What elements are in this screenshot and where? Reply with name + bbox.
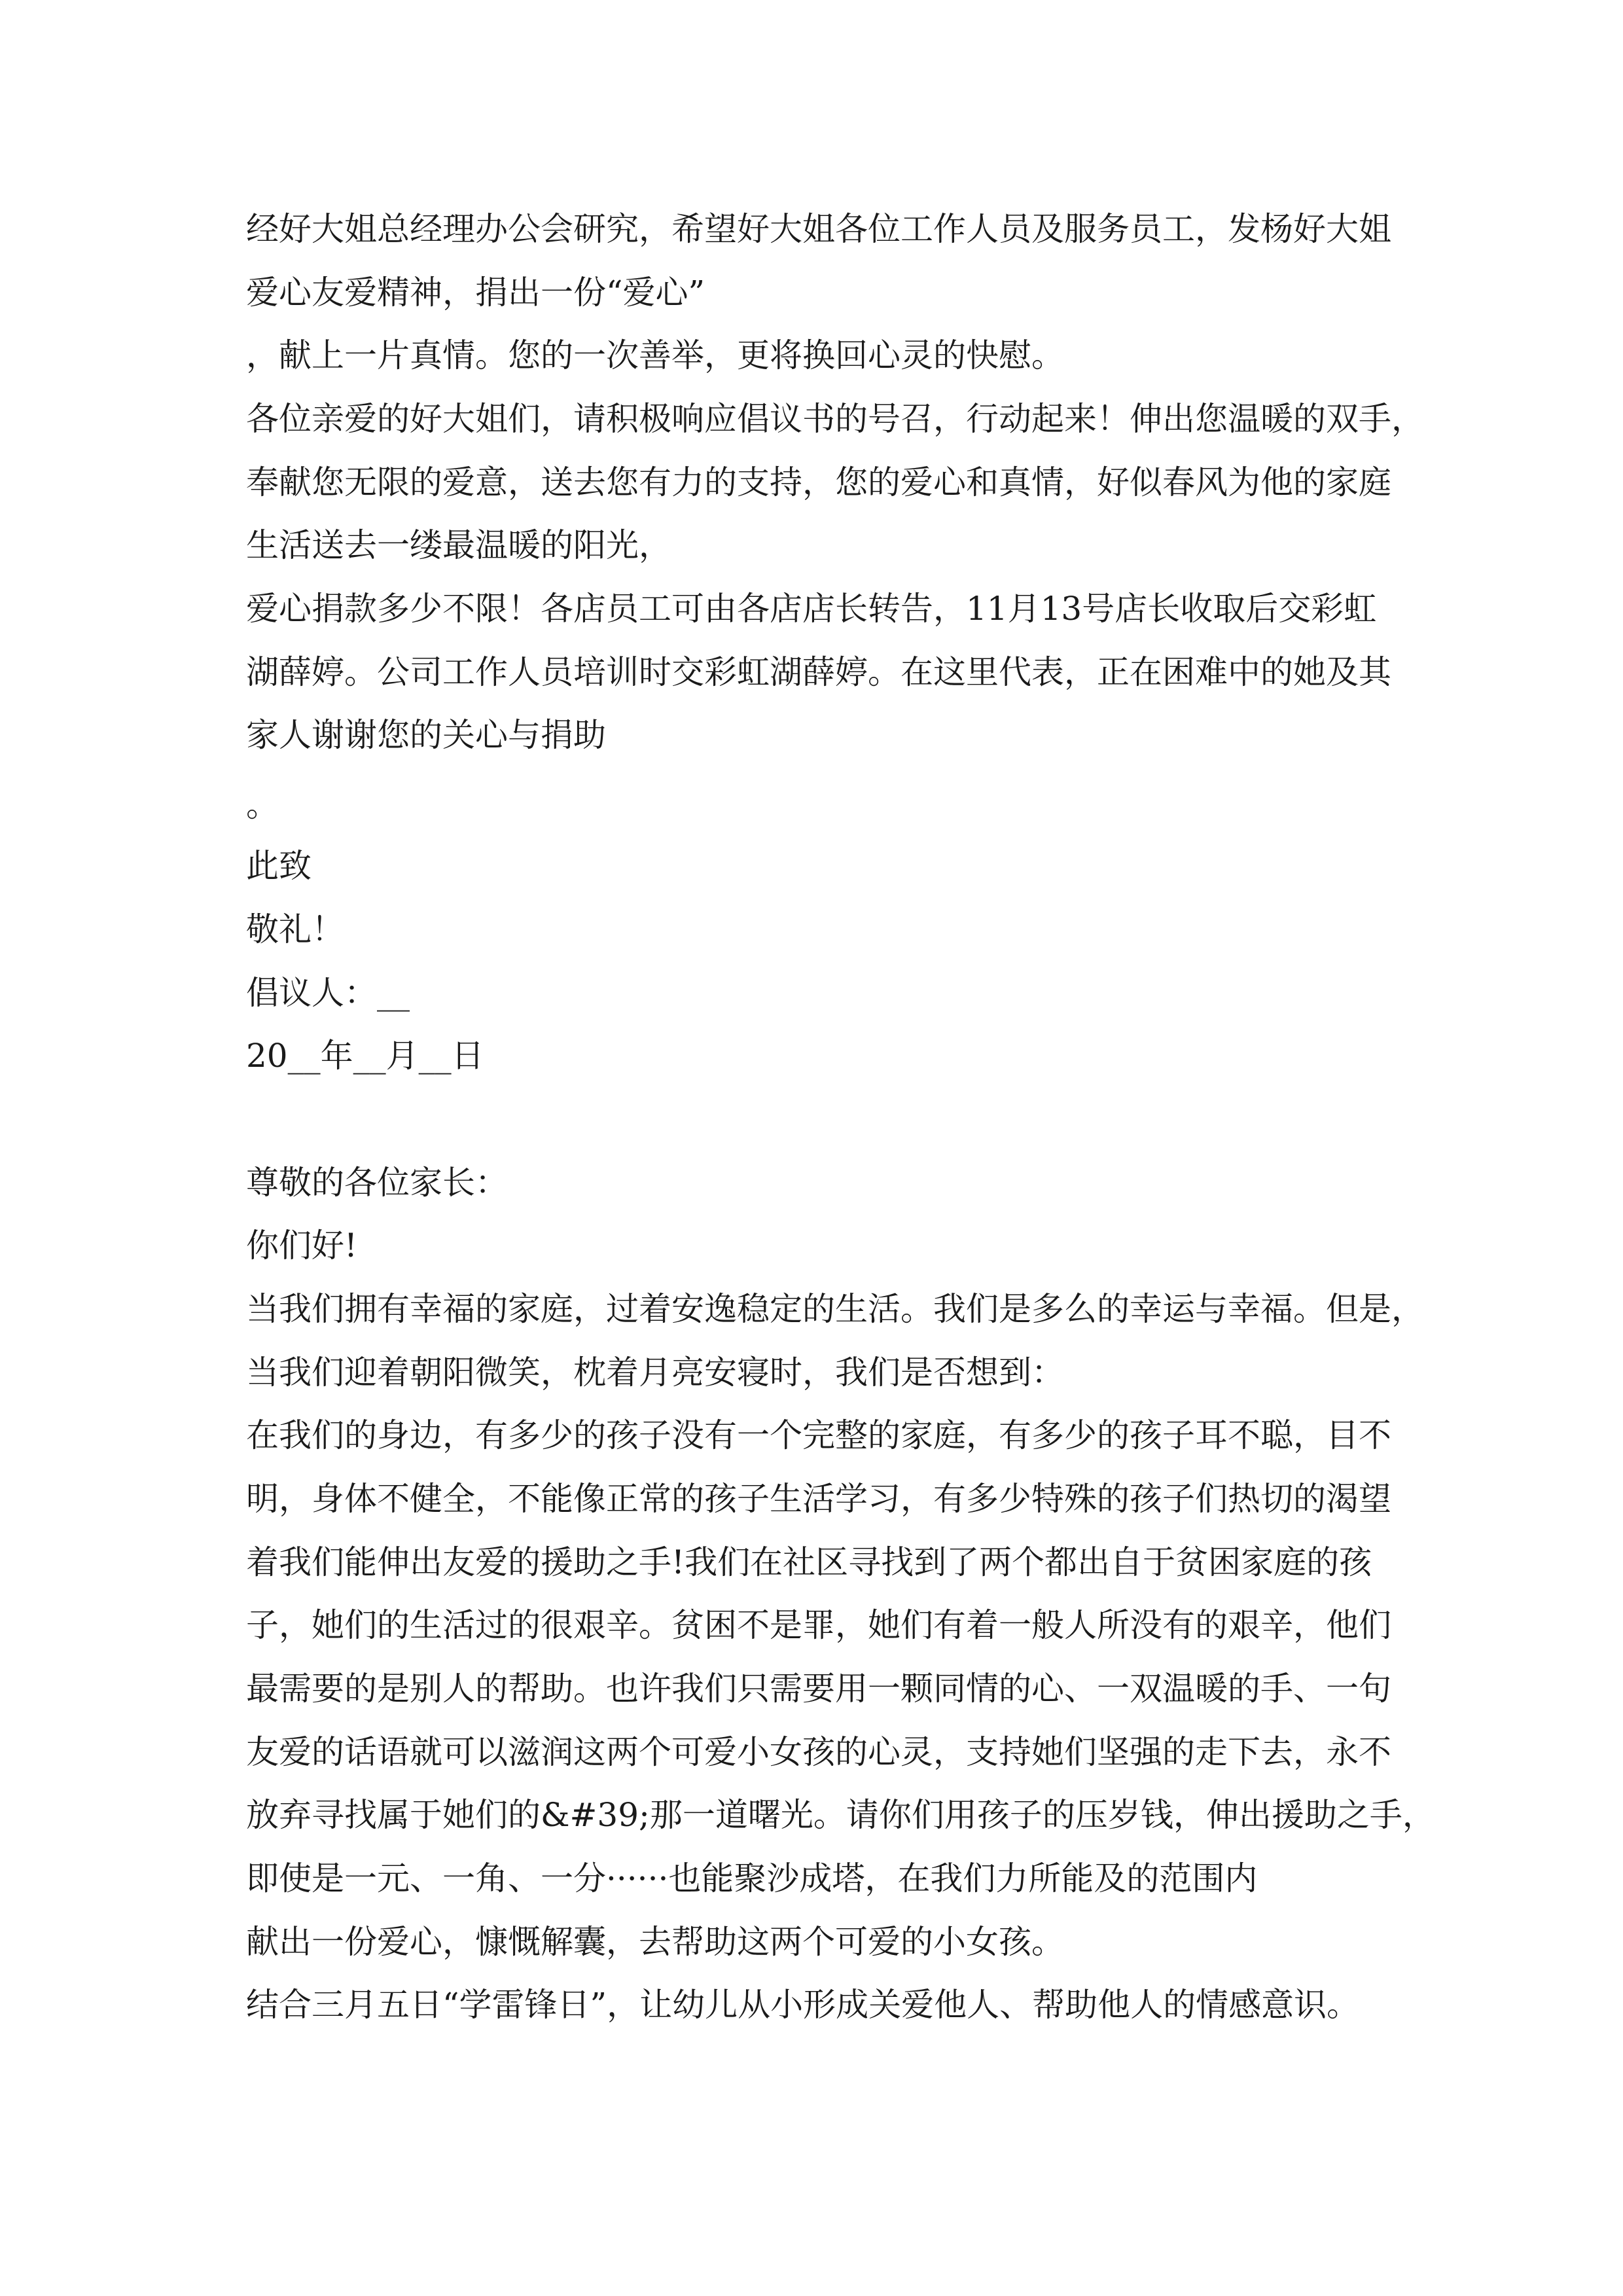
paragraph-line: 奉献您无限的爱意，送去您有力的支持，您的爱心和真情，好似春风为他的家庭: [246, 463, 1391, 501]
paragraph-line: 子，她们的生活过的很艰辛。贫困不是罪，她们有着一般人所没有的艰辛，他们: [246, 1606, 1391, 1644]
paragraph-line: 献出一份爱心，慷慨解囊，去帮助这两个可爱的小女孩。: [246, 1923, 1064, 1961]
paragraph-line: 即使是一元、一角、一分······也能聚沙成塔，在我们力所能及的范围内: [246, 1859, 1258, 1897]
paragraph-line: 家人谢谢您的关心与捐助: [246, 716, 606, 754]
paragraph-line: 当我们迎着朝阳微笑，枕着月亮安寝时，我们是否想到：: [246, 1354, 1064, 1391]
paragraph-line: 明，身体不健全，不能像正常的孩子生活学习，有多少特殊的孩子们热切的渴望: [246, 1480, 1391, 1518]
paragraph-line: 最需要的是别人的帮助。也许我们只需要用一颗同情的心、一双温暖的手、一句: [246, 1670, 1391, 1708]
paragraph-line: 爱心捐款多少不限！各店员工可由各店店长转告，11月13号店长收取后交彩虹: [246, 590, 1377, 628]
greeting-line: 你们好!: [246, 1227, 358, 1265]
paragraph-line: 。: [246, 786, 279, 824]
closing-line: 此致: [246, 847, 312, 885]
paragraph-line: 各位亲爱的好大姐们，请积极响应倡议书的号召，行动起来！伸出您温暖的双手，: [246, 400, 1424, 438]
paragraph-line: 友爱的话语就可以滋润这两个可爱小女孩的心灵，支持她们坚强的走下去，永不: [246, 1733, 1391, 1771]
paragraph-line: 生活送去一缕最温暖的阳光，: [246, 526, 671, 564]
paragraph-line: 湖薛婷。公司工作人员培训时交彩虹湖薛婷。在这里代表，正在困难中的她及其: [246, 653, 1391, 691]
signature-line: 倡议人：__: [246, 974, 410, 1012]
paragraph-line: 着我们能伸出友爱的援助之手!我们在社区寻找到了两个都出自于贫困家庭的孩: [246, 1543, 1372, 1581]
date-line: 20__年__月__日: [246, 1037, 484, 1075]
paragraph-line: 经好大姐总经理办公会研究，希望好大姐各位工作人员及服务员工，发杨好大姐: [246, 210, 1391, 248]
paragraph-line: ，献上一片真情。您的一次善举，更将换回心灵的快慰。: [246, 336, 1064, 374]
closing-line: 敬礼！: [246, 910, 344, 948]
paragraph-line: 当我们拥有幸福的家庭，过着安逸稳定的生活。我们是多么的幸运与幸福。但是，: [246, 1290, 1424, 1328]
paragraph-line: 在我们的身边，有多少的孩子没有一个完整的家庭，有多少的孩子耳不聪，目不: [246, 1416, 1391, 1454]
paragraph-line: 爱心友爱精神，捐出一份“爱心”: [246, 274, 705, 312]
salutation-line: 尊敬的各位家长：: [246, 1164, 508, 1202]
paragraph-line: 放弃寻找属于她们的&#39;那一道曙光。请你们用孩子的压岁钱，伸出援助之手，: [246, 1796, 1435, 1834]
paragraph-line: 结合三月五日“学雷锋日”，让幼儿从小形成关爱他人、帮助他人的情感意识。: [246, 1986, 1360, 2024]
